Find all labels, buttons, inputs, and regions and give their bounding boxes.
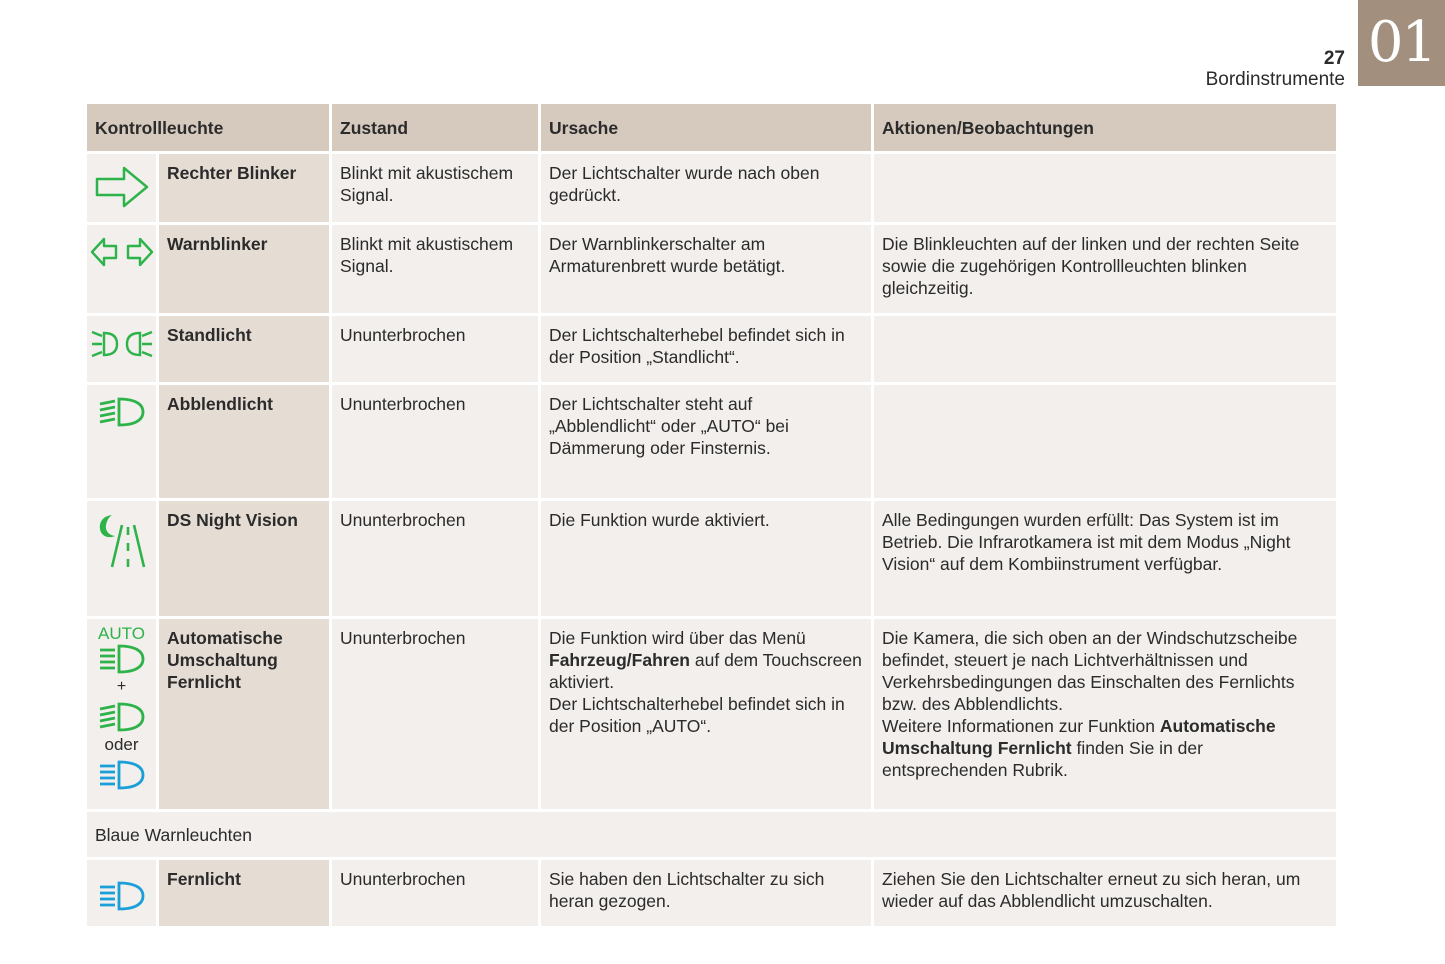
- night-vision-icon: [94, 511, 150, 571]
- light-name: Rechter Blinker: [159, 154, 329, 222]
- icon-cell: [87, 154, 156, 222]
- cause-text: Die Funktion wird über das Menü: [549, 628, 806, 648]
- category-row: [87, 812, 1336, 857]
- table-row: [87, 501, 1336, 616]
- icon-cell: [87, 501, 156, 616]
- action-cell: [874, 154, 1336, 222]
- cause-text: auf dem Touchscreen aktiviert.: [549, 650, 862, 692]
- state-cell: Ununterbrochen: [332, 860, 538, 926]
- table-row: [87, 385, 1336, 498]
- light-name: Abblendlicht: [159, 385, 329, 498]
- table-row: [87, 860, 1336, 926]
- action-cell: [874, 316, 1336, 382]
- chapter-tab: 01: [1358, 0, 1445, 86]
- action-text: finden Sie in der entsprechenden Rubrik.: [882, 738, 1203, 780]
- column-header: Aktionen/Beobachtungen: [874, 104, 1336, 151]
- icon-cell: [87, 860, 156, 926]
- high-beam-icon: [97, 759, 147, 791]
- cause-menu-name: Fahrzeug/Fahren: [549, 650, 690, 670]
- table-row: [87, 619, 1336, 809]
- icon-cell: [87, 619, 156, 809]
- warning-lights-table: [84, 101, 1339, 929]
- state-cell: Ununterbrochen: [332, 619, 538, 809]
- cause-cell: [541, 619, 871, 809]
- column-header: Zustand: [332, 104, 538, 151]
- hazard-arrows-icon: [90, 235, 154, 269]
- light-name: Standlicht: [159, 316, 329, 382]
- high-beam-icon: [97, 643, 147, 675]
- right-arrow-icon: [94, 164, 150, 210]
- state-cell: Ununterbrochen: [332, 385, 538, 498]
- cause-cell: Der Warnblinkerschalter am Armaturenbrett wurde betätigt.: [541, 225, 871, 313]
- dipped-beam-icon: [97, 395, 147, 429]
- icon-cell: [87, 225, 156, 313]
- action-text: Weitere Informationen zur Funktion: [882, 716, 1156, 736]
- action-cell: Ziehen Sie den Lichtschalter erneut zu sich heran, um wieder auf das Abblendlicht umzuschalten.: [874, 860, 1336, 926]
- action-cell: Alle Bedingungen wurden erfüllt: Das System ist im Betrieb. Die Infrarotkamera ist mit dem Modus „Night Vision“ auf dem Kombiinstrument verfügbar.: [874, 501, 1336, 616]
- state-cell: Ununterbrochen: [332, 501, 538, 616]
- state-cell: Blinkt mit akustischem Signal.: [332, 154, 538, 222]
- light-name: Fernlicht: [159, 860, 329, 926]
- state-cell: Ununterbrochen: [332, 316, 538, 382]
- auto-label: AUTO: [98, 624, 145, 643]
- or-label: oder: [104, 735, 139, 754]
- light-name: Warnblinker: [159, 225, 329, 313]
- cause-cell: Sie haben den Lichtschalter zu sich heran gezogen.: [541, 860, 871, 926]
- icon-cell: [87, 385, 156, 498]
- cause-cell: Der Lichtschalterhebel befindet sich in der Position „Standlicht“.: [541, 316, 871, 382]
- light-name: Automatische Umschaltung Fernlicht: [159, 619, 329, 809]
- column-header: Kontrollleuchte: [87, 104, 329, 151]
- icon-cell: [87, 316, 156, 382]
- high-beam-icon: [97, 880, 147, 912]
- section-title: Bordinstrumente: [1205, 69, 1345, 90]
- plus-label: +: [116, 678, 127, 695]
- action-cell: Die Blinkleuchten auf der linken und der rechten Seite sowie die zugehörigen Kontrollleuchten blinken gleichzeitig.: [874, 225, 1336, 313]
- dipped-beam-icon: [97, 701, 147, 733]
- action-cell: [874, 619, 1336, 809]
- table-row: [87, 225, 1336, 313]
- table-row: [87, 154, 1336, 222]
- action-text: Die Kamera, die sich oben an der Windschutzscheibe befindet, steuert je nach Lichtverhältnissen und Verkehrsbedingungen das Einschalten des Fernlichts bzw. des Abblendlichts.: [882, 628, 1298, 714]
- action-function-name: Automatische Umschaltung Fernlicht: [882, 716, 1276, 758]
- action-cell: [874, 385, 1336, 498]
- side-lights-icon: [90, 326, 154, 362]
- column-header: Ursache: [541, 104, 871, 151]
- light-name: DS Night Vision: [159, 501, 329, 616]
- cause-text: Der Lichtschalterhebel befindet sich in der Position „AUTO“.: [549, 694, 845, 736]
- page-number: 27: [1323, 48, 1345, 69]
- cause-cell: Die Funktion wurde aktiviert.: [541, 501, 871, 616]
- cause-cell: Der Lichtschalter steht auf „Abblendlicht“ oder „AUTO“ bei Dämmerung oder Finsternis.: [541, 385, 871, 498]
- cause-cell: Der Lichtschalter wurde nach oben gedrückt.: [541, 154, 871, 222]
- table-header-row: [87, 104, 1336, 151]
- table-row: [87, 316, 1336, 382]
- category-label: Blaue Warnleuchten: [87, 812, 1336, 857]
- state-cell: Blinkt mit akustischem Signal.: [332, 225, 538, 313]
